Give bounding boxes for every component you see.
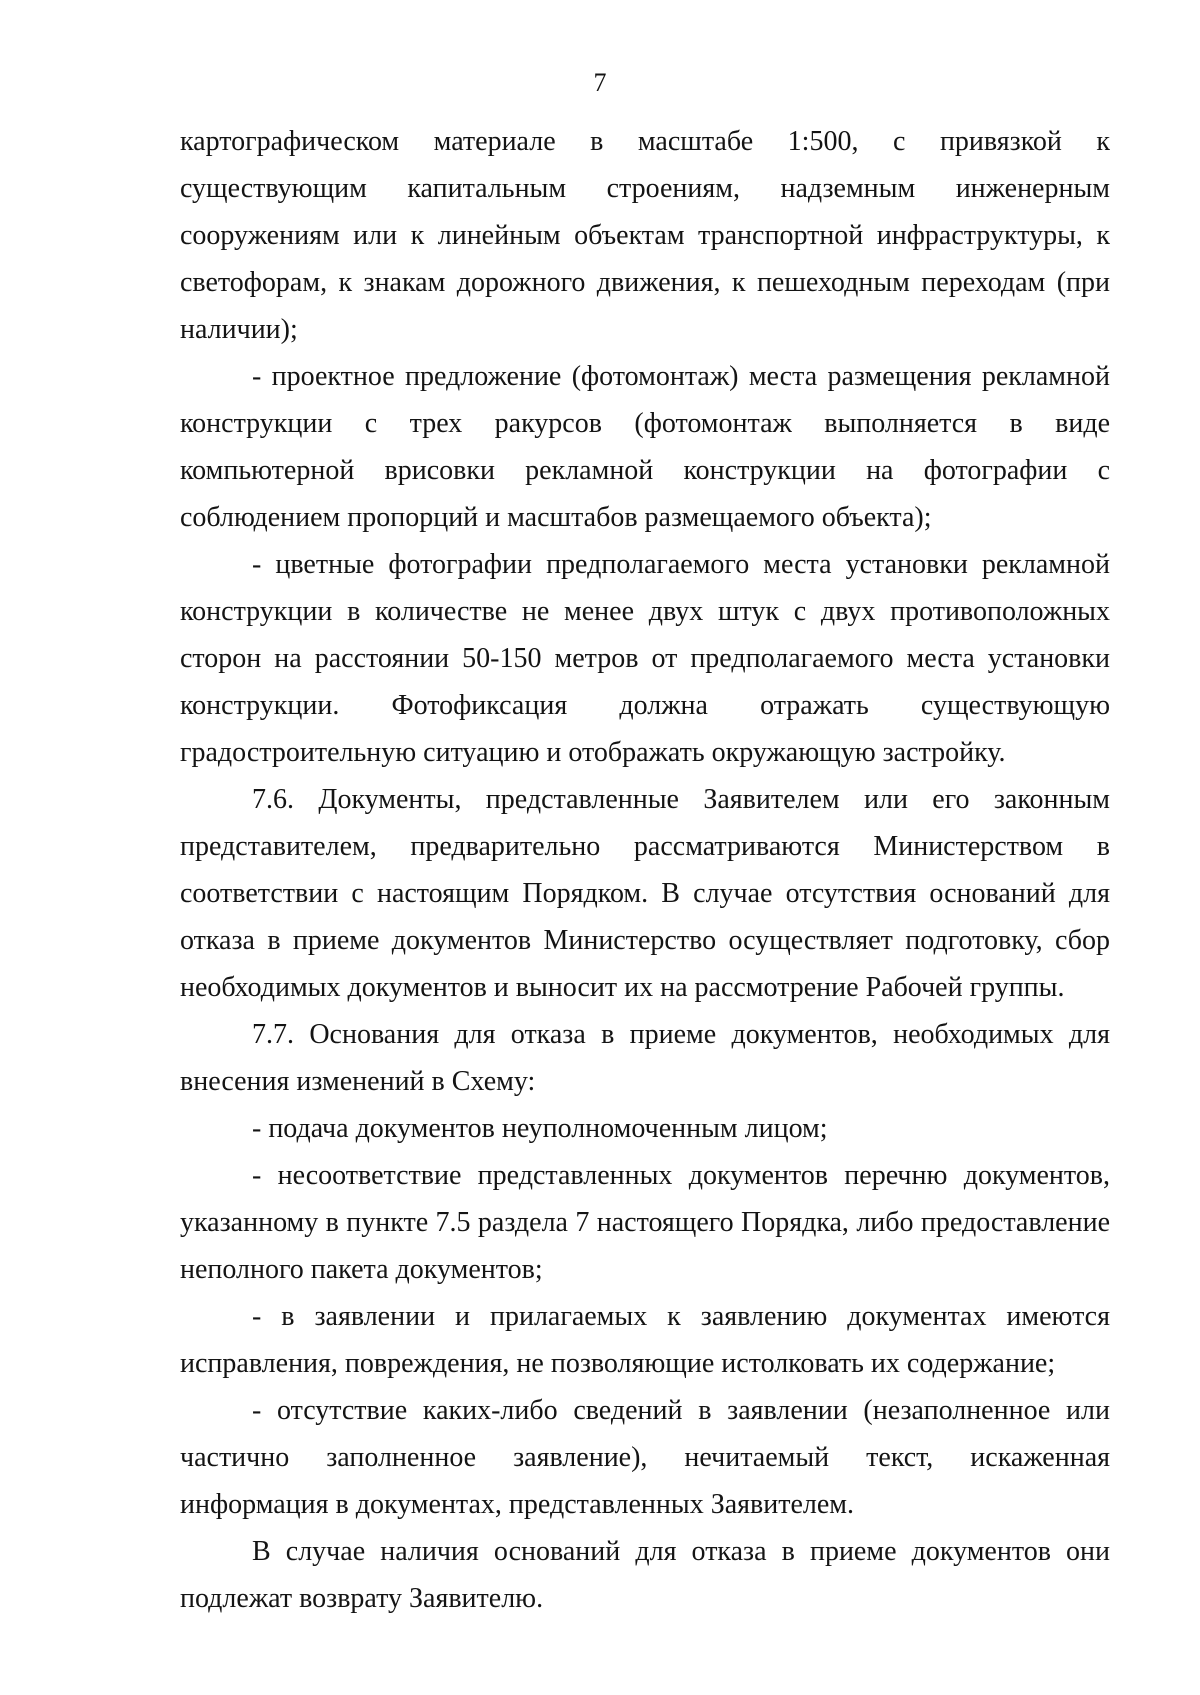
list-item-nonconformity: - несоответствие представленных документов перечню документов, указанному в пункте 7.5 раздела 7 настоящего Порядка, либо предоставление неполного пакета документов;: [180, 1160, 1110, 1285]
paragraph-continuation: картографическом материале в масштабе 1:500, с привязкой к существующим капитальным строениям, надземным инженерным сооружениям или к линейным объектам транспортной инфраструктуры, к светофорам, к знакам дорожного движения, к пешеходным переходам (при наличии);: [180, 126, 1110, 345]
paragraph-color-photos: - цветные фотографии предполагаемого места установки рекламной конструкции в количестве не менее двух штук с двух противоположных сторон на расстоянии 50-150 метров от предполагаемого места установки конструкции. Фотофиксация должна отражать существующую градостроительную ситуацию и отображать окружающую застройку.: [180, 549, 1110, 768]
paragraph-7-6: 7.6. Документы, представленные Заявителем или его законным представителем, предварительно рассматриваются Министерством в соответствии с настоящим Порядком. В случае отсутствия оснований для отказа в приеме документов Министерство осуществляет подготовку, сбор необходимых документов и выносит их на рассмотрение Рабочей группы.: [180, 784, 1110, 1003]
paragraph-7-7: 7.7. Основания для отказа в приеме документов, необходимых для внесения изменений в Схему:: [180, 1019, 1110, 1097]
paragraph-return: В случае наличия оснований для отказа в приеме документов они подлежат возврату Заявителю.: [180, 1536, 1110, 1614]
document-body: [180, 118, 1110, 1622]
page-number: 7: [593, 68, 607, 97]
list-item-unauthorized-person: - подача документов неуполномоченным лицом;: [252, 1113, 828, 1144]
list-item-corrections: - в заявлении и прилагаемых к заявлению документах имеются исправления, повреждения, не позволяющие истолковать их содержание;: [180, 1301, 1110, 1379]
paragraph-photomontage: - проектное предложение (фотомонтаж) места размещения рекламной конструкции с трех ракурсов (фотомонтаж выполняется в виде компьютерной врисовки рекламной конструкции на фотографии с соблюдением пропорций и масштабов размещаемого объекта);: [180, 361, 1110, 533]
list-item-missing-info: - отсутствие каких-либо сведений в заявлении (незаполненное или частично заполненное заявление), нечитаемый текст, искаженная информация в документах, представленных Заявителем.: [180, 1395, 1110, 1520]
